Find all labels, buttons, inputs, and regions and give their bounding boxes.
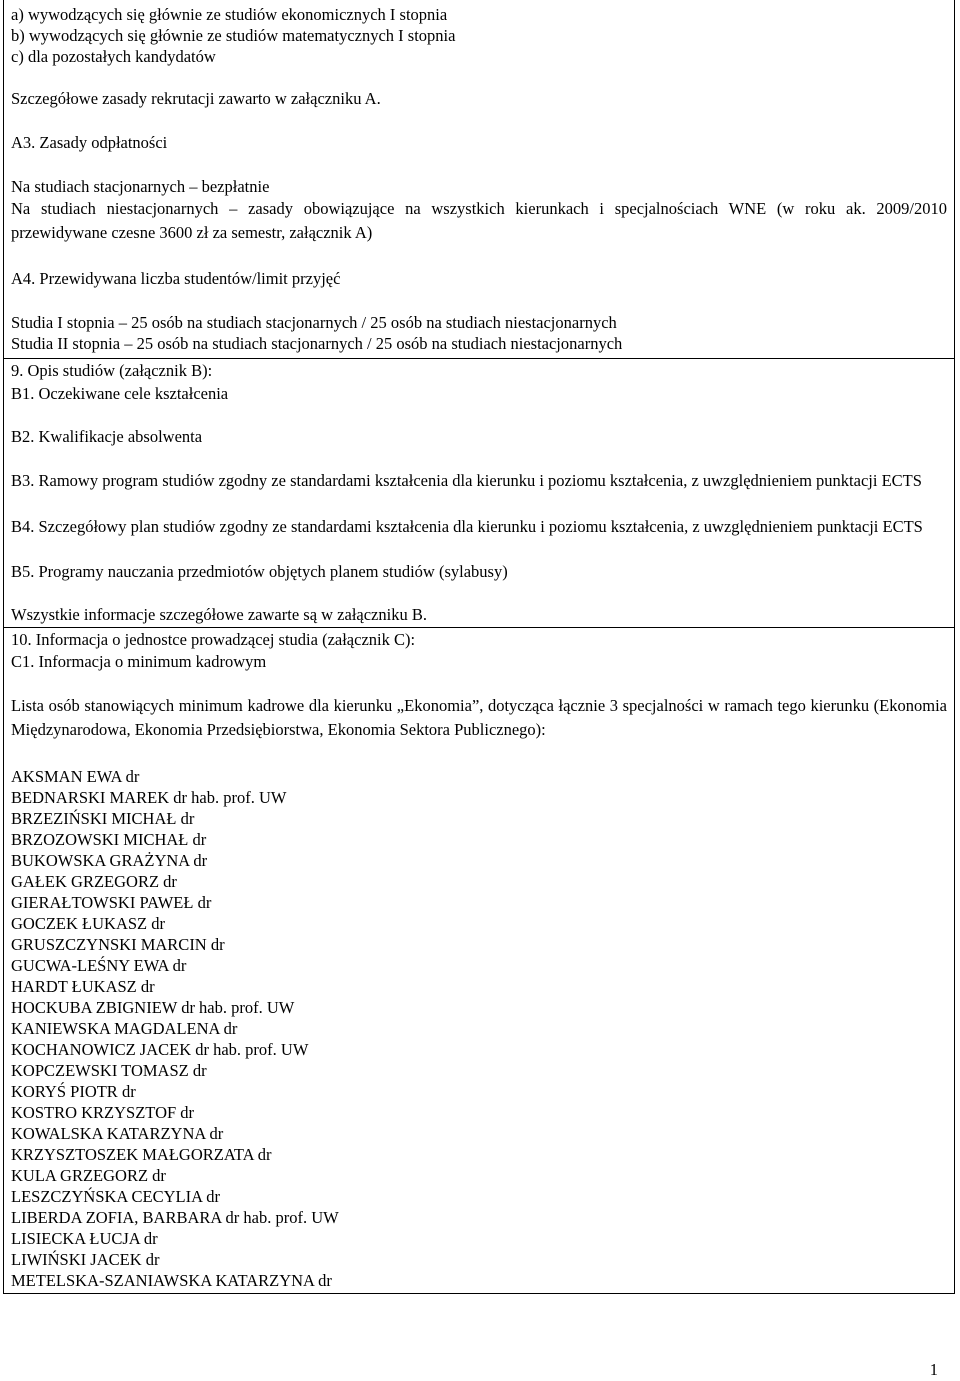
section-10-heading: 10. Informacja o jednostce prowadzącej studia (załącznik C): xyxy=(11,630,416,649)
list-item: KOSTRO KRZYSZTOF dr xyxy=(11,1103,195,1122)
b1-item: B1. Oczekiwane cele kształcenia xyxy=(11,384,229,403)
rekrutacja-note: Szczegółowe zasady rekrutacji zawarto w załączniku A. xyxy=(11,89,381,108)
list-item: GIERAŁTOWSKI PAWEŁ dr xyxy=(11,893,212,912)
list-item: KANIEWSKA MAGDALENA dr xyxy=(11,1019,238,1038)
a3-heading: A3. Zasady odpłatności xyxy=(11,133,168,152)
list-item: a) wywodzących się głównie ze studiów ekonomicznych I stopnia xyxy=(11,5,448,24)
list-item: KRZYSZTOSZEK MAŁGORZATA dr xyxy=(11,1145,272,1164)
list-item: BUKOWSKA GRAŻYNA dr xyxy=(11,851,208,870)
list-item: GRUSZCZYNSKI MARCIN dr xyxy=(11,935,225,954)
c1-heading: C1. Informacja o minimum kadrowym xyxy=(11,652,267,671)
cell-section-10 xyxy=(4,627,954,1293)
a3-paragraph-niestacjonarne: Na studiach niestacjonarnych – zasady obowiązujące na wszystkich kierunkach i specjalnościach WNE (w roku ak. 2009/2010 przewidywane czesne 3600 zł za semestr, załącznik A) xyxy=(11,199,947,242)
a4-line-first-degree: Studia I stopnia – 25 osób na studiach stacjonarnych / 25 osób na studiach niestacjonarnych xyxy=(11,313,617,332)
list-item: KOPCZEWSKI TOMASZ dr xyxy=(11,1061,207,1080)
b2-item: B2. Kwalifikacje absolwenta xyxy=(11,427,203,446)
list-item: KOWALSKA KATARZYNA dr xyxy=(11,1124,224,1143)
section-9-heading: 9. Opis studiów (załącznik B): xyxy=(11,361,213,380)
list-item: GOCZEK ŁUKASZ dr xyxy=(11,914,165,933)
list-item: METELSKA-SZANIAWSKA KATARZYNA dr xyxy=(11,1271,332,1290)
staff-list xyxy=(11,766,947,1291)
cell-section-9 xyxy=(4,358,954,627)
list-item: b) wywodzących się głównie ze studiów matematycznych I stopnia xyxy=(11,26,456,45)
b3-item: B3. Ramowy program studiów zgodny ze standardami kształcenia dla kierunku i poziomu kształcenia, z uwzględnieniem punktacji ECTS xyxy=(11,471,922,490)
b5-item: B5. Programy nauczania przedmiotów objętych planem studiów (sylabusy) xyxy=(11,562,508,581)
list-item: HARDT ŁUKASZ dr xyxy=(11,977,155,996)
cell-recruitment xyxy=(4,0,954,358)
list-item: c) dla pozostałych kandydatów xyxy=(11,47,216,66)
list-item: AKSMAN EWA dr xyxy=(11,767,140,786)
list-item: KORYŚ PIOTR dr xyxy=(11,1082,136,1101)
document-table xyxy=(3,0,955,1294)
c1-intro: Lista osób stanowiących minimum kadrowe dla kierunku „Ekonomia”, dotycząca łącznie 3 specjalności w ramach tego kierunku (Ekonomia Międzynarodowa, Ekonomia Przedsiębiorstwa, Ekonomia Sektora Publicznego): xyxy=(11,696,947,739)
list-item: BRZOZOWSKI MICHAŁ dr xyxy=(11,830,207,849)
list-item: KULA GRZEGORZ dr xyxy=(11,1166,166,1185)
list-item: HOCKUBA ZBIGNIEW dr hab. prof. UW xyxy=(11,998,295,1017)
a4-heading: A4. Przewidywana liczba studentów/limit przyjęć xyxy=(11,269,341,288)
list-item: BEDNARSKI MAREK dr hab. prof. UW xyxy=(11,788,287,807)
list-item: GAŁEK GRZEGORZ dr xyxy=(11,872,177,891)
list-item: KOCHANOWICZ JACEK dr hab. prof. UW xyxy=(11,1040,309,1059)
b4-item: B4. Szczegółowy plan studiów zgodny ze standardami kształcenia dla kierunku i poziomu kształcenia, z uwzględnieniem punktacji ECTS xyxy=(11,517,923,536)
section-9-note: Wszystkie informacje szczegółowe zawarte są w załączniku B. xyxy=(11,605,427,624)
list-item: LESZCZYŃSKA CECYLIA dr xyxy=(11,1187,221,1206)
list-item: BRZEZIŃSKI MICHAŁ dr xyxy=(11,809,195,828)
a4-line-second-degree: Studia II stopnia – 25 osób na studiach stacjonarnych / 25 osób na studiach niestacjonarnych xyxy=(11,334,623,353)
page-number: 1 xyxy=(929,1360,938,1379)
a3-line-stacjonarne: Na studiach stacjonarnych – bezpłatnie xyxy=(11,177,270,196)
list-item: LIWIŃSKI JACEK dr xyxy=(11,1250,160,1269)
list-item: GUCWA-LEŚNY EWA dr xyxy=(11,956,187,975)
list-item: LIBERDA ZOFIA, BARBARA dr hab. prof. UW xyxy=(11,1208,339,1227)
list-item: LISIECKA ŁUCJA dr xyxy=(11,1229,158,1248)
